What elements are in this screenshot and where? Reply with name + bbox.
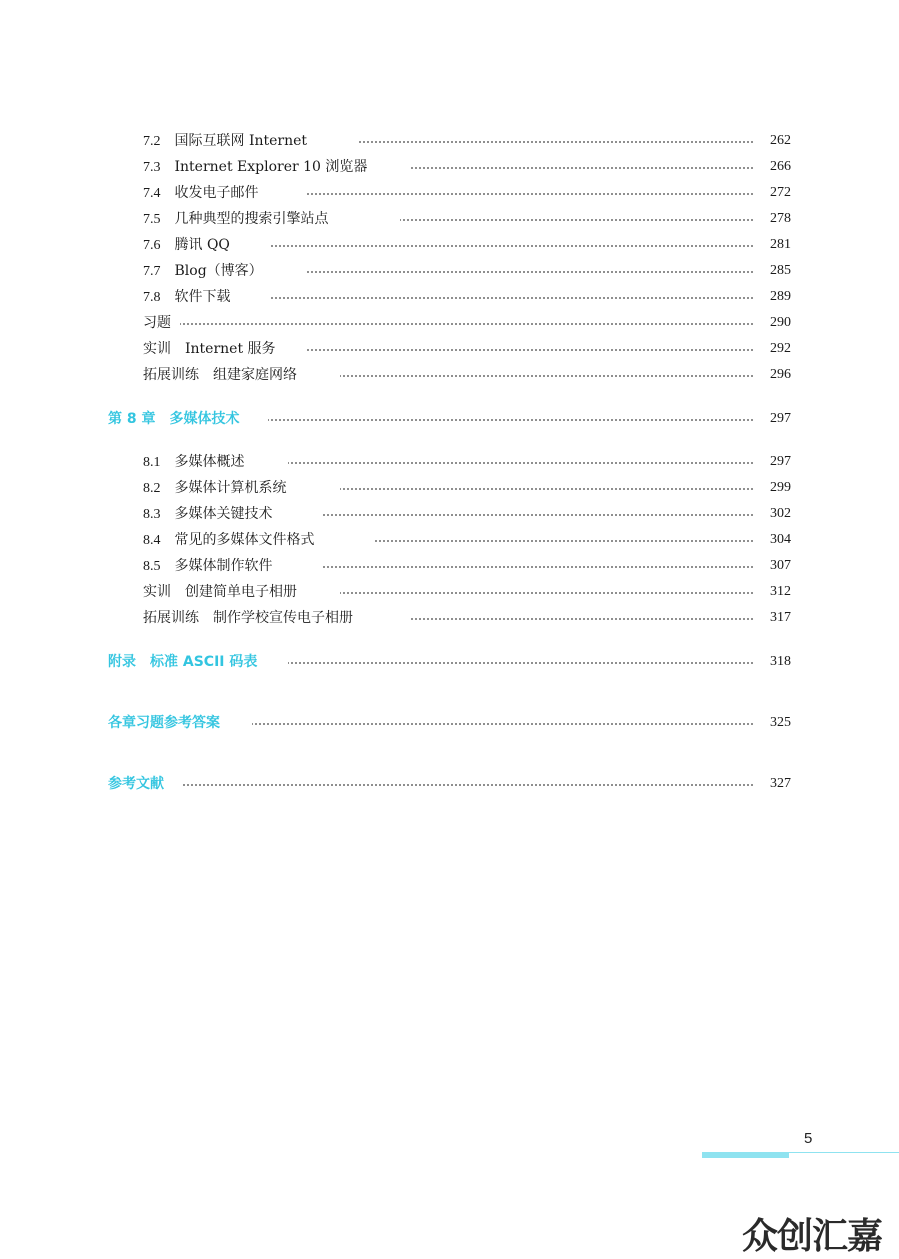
toc-entry-title: Blog（博客） <box>174 263 263 279</box>
toc-leader-dots <box>180 323 754 325</box>
toc-entry-title: 常见的多媒体文件格式 <box>174 532 315 548</box>
toc-entry-title: 软件下载 <box>174 289 231 305</box>
toc-chapter-8[interactable] <box>0 408 899 430</box>
toc-entry-title: 实训 创建简单电子相册 <box>143 584 297 600</box>
toc-leader-dots <box>322 566 754 568</box>
toc-entry-title: 国际互联网 Internet <box>174 133 308 149</box>
toc-leader-dots <box>340 592 754 594</box>
toc-entry-8-2[interactable] <box>0 477 899 499</box>
toc-entry-number: 7.2 <box>143 134 161 149</box>
toc-entry-title: 多媒体制作软件 <box>174 558 273 574</box>
toc-entry-title: 几种典型的搜索引擎站点 <box>174 211 329 227</box>
toc-entry-number: 8.1 <box>143 455 161 470</box>
toc-entry-page: 289 <box>770 289 791 304</box>
toc-entry-7-2[interactable] <box>0 130 899 152</box>
toc-entry-number: 7.8 <box>143 290 161 305</box>
toc-entry-title: 拓展训练 组建家庭网络 <box>143 367 297 383</box>
toc-chapter-title: 参考文献 <box>108 776 164 792</box>
toc-entry-page: 299 <box>770 480 791 495</box>
toc-entry-title: Internet Explorer 10 浏览器 <box>174 159 368 175</box>
toc-entry-page: 325 <box>770 715 791 730</box>
toc-entry-exercises-7[interactable] <box>0 312 899 334</box>
toc-chapter-title: 各章习题参考答案 <box>108 715 220 731</box>
toc-entry-title: 收发电子邮件 <box>174 185 259 201</box>
toc-entry-page: 317 <box>770 610 791 625</box>
toc-entry-page: 281 <box>770 237 791 252</box>
toc-entry-page: 262 <box>770 133 791 148</box>
toc-entry-8-1[interactable] <box>0 451 899 473</box>
toc-leader-dots <box>182 784 754 786</box>
toc-entry-title: 习题 <box>143 315 171 331</box>
toc-leader-dots <box>288 662 754 664</box>
toc-entry-page: 304 <box>770 532 791 547</box>
toc-entry-title: 多媒体计算机系统 <box>174 480 287 496</box>
toc-answers[interactable] <box>0 712 899 734</box>
toc-entry-page: 297 <box>770 411 791 426</box>
toc-entry-number: 7.4 <box>143 186 161 201</box>
toc-entry-title: 拓展训练 制作学校宣传电子相册 <box>143 610 353 626</box>
toc-chapter-title: 附录 标准 ASCII 码表 <box>108 654 258 670</box>
toc-leader-dots <box>270 297 754 299</box>
toc-leader-dots <box>288 462 754 464</box>
toc-entry-7-6[interactable] <box>0 234 899 256</box>
toc-entry-number: 7.6 <box>143 238 161 253</box>
toc-entry-7-5[interactable] <box>0 208 899 230</box>
toc-entry-7-7[interactable] <box>0 260 899 282</box>
toc-entry-page: 327 <box>770 776 791 791</box>
toc-appendix[interactable] <box>0 651 899 673</box>
toc-entry-page: 312 <box>770 584 791 599</box>
toc-entry-title: 实训 Internet 服务 <box>143 341 276 357</box>
toc-entry-page: 278 <box>770 211 791 226</box>
toc-entry-7-4[interactable] <box>0 182 899 204</box>
toc-entry-title: 多媒体关键技术 <box>174 506 273 522</box>
toc-entry-number: 7.7 <box>143 264 161 279</box>
toc-entry-page: 296 <box>770 367 791 382</box>
watermark-logo: 众创汇嘉 <box>742 1216 883 1257</box>
toc-entry-number: 8.4 <box>143 533 161 548</box>
toc-entry-page: 272 <box>770 185 791 200</box>
toc-entry-extension-8[interactable] <box>0 607 899 629</box>
toc-entry-number: 8.3 <box>143 507 161 522</box>
toc-leader-dots <box>305 349 754 351</box>
toc-entry-page: 297 <box>770 454 791 469</box>
toc-entry-7-8[interactable] <box>0 286 899 308</box>
toc-leader-dots <box>270 245 754 247</box>
toc-entry-page: 290 <box>770 315 791 330</box>
toc-entry-page: 307 <box>770 558 791 573</box>
toc-entry-number: 8.2 <box>143 481 161 496</box>
toc-leader-dots <box>358 141 754 143</box>
toc-leader-dots <box>410 167 754 169</box>
page-number: 5 <box>804 1130 813 1147</box>
toc-leader-dots <box>400 219 754 221</box>
toc-leader-dots <box>305 193 754 195</box>
toc-entry-page: 266 <box>770 159 791 174</box>
toc-references[interactable] <box>0 773 899 795</box>
folio-accent-bar <box>702 1152 789 1158</box>
toc-leader-dots <box>340 375 754 377</box>
toc-entry-number: 7.5 <box>143 212 161 227</box>
toc-entry-8-5[interactable] <box>0 555 899 577</box>
folio-accent-line <box>789 1152 899 1153</box>
toc-chapter-title: 第 8 章 多媒体技术 <box>108 411 240 427</box>
toc-leader-dots <box>340 488 754 490</box>
toc-leader-dots <box>374 540 754 542</box>
toc-entry-8-3[interactable] <box>0 503 899 525</box>
toc-entry-page: 285 <box>770 263 791 278</box>
toc-entry-page: 302 <box>770 506 791 521</box>
toc-leader-dots <box>252 723 754 725</box>
toc-entry-8-4[interactable] <box>0 529 899 551</box>
toc-entry-number: 7.3 <box>143 160 161 175</box>
toc-leader-dots <box>322 514 754 516</box>
toc-leader-dots <box>268 419 754 421</box>
toc-entry-page: 318 <box>770 654 791 669</box>
toc-entry-title: 多媒体概述 <box>174 454 245 470</box>
toc-entry-title: 腾讯 QQ <box>174 237 230 253</box>
toc-entry-7-3[interactable] <box>0 156 899 178</box>
toc-leader-dots <box>410 618 754 620</box>
toc-leader-dots <box>305 271 754 273</box>
toc-entry-number: 8.5 <box>143 559 161 574</box>
toc-entry-extension-7[interactable] <box>0 364 899 386</box>
toc-entry-practice-8[interactable] <box>0 581 899 603</box>
toc-entry-page: 292 <box>770 341 791 356</box>
toc-entry-practice-7[interactable] <box>0 338 899 360</box>
